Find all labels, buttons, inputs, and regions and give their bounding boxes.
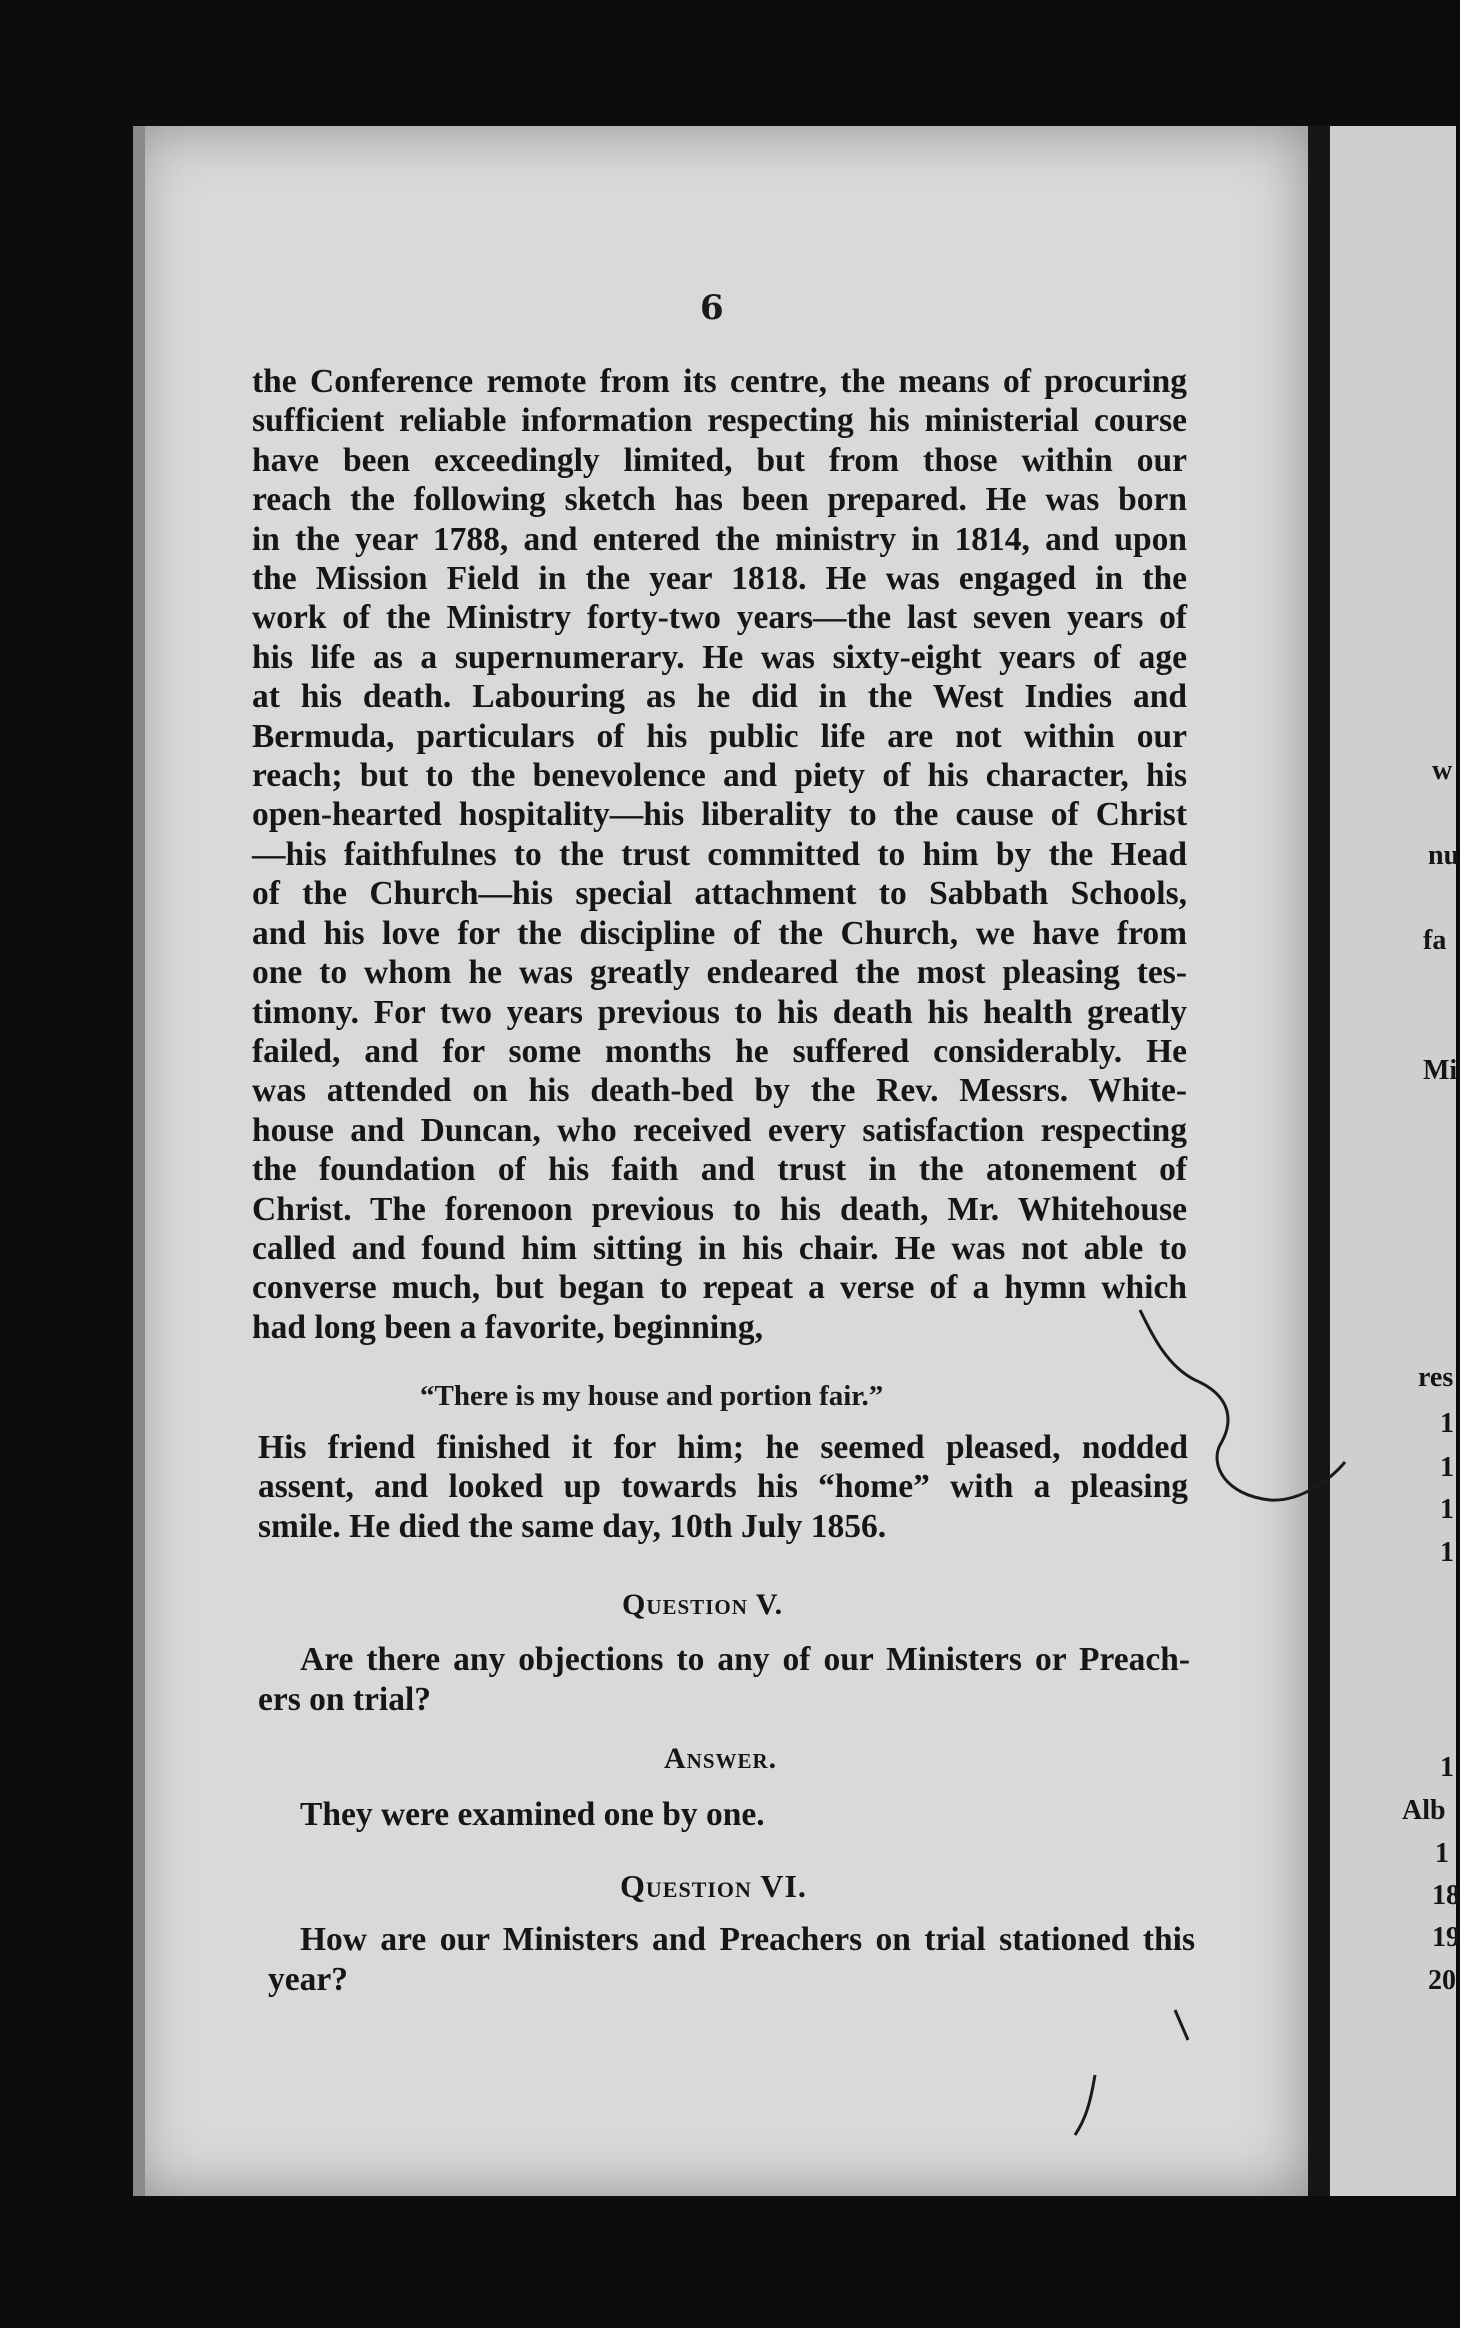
hymn-quote: “There is my house and portion fair.” <box>420 1380 884 1412</box>
facing-fragment: nu <box>1428 840 1460 871</box>
text-line: had long been a favorite, beginning, <box>252 1308 763 1346</box>
facing-fragment: 1 <box>1440 1452 1454 1483</box>
facing-fragment: fa <box>1423 925 1447 956</box>
text-line: reach; but to the benevolence and piety of his character, his <box>252 757 1187 795</box>
text-line: called and found him sitting in his chair. He was not able to <box>252 1229 1187 1267</box>
text-line: the Mission Field in the year 1818. He was engaged in the <box>252 560 1187 598</box>
facing-fragment: res <box>1418 1362 1454 1393</box>
answer-text: They were examined one by one. <box>300 1796 765 1833</box>
facing-fragment: 1 <box>1440 1537 1454 1568</box>
facing-fragment: 20 <box>1428 1965 1456 1996</box>
answer-heading: Answer. <box>664 1742 778 1775</box>
facing-fragment: Mi <box>1423 1055 1458 1086</box>
text-line: converse much, but began to repeat a verse of a hymn which <box>252 1269 1187 1307</box>
facing-fragment: Alb <box>1402 1795 1446 1826</box>
text-line: open-hearted hospitality—his liberality to the cause of Christ <box>252 796 1187 834</box>
text-line: His friend finished it for him; he seemed pleased, nodded <box>258 1429 1188 1466</box>
facing-fragment: 19 <box>1432 1922 1460 1953</box>
text-line: house and Duncan, who received every satisfaction respecting <box>252 1111 1187 1149</box>
text-line: the foundation of his faith and trust in the atonement of <box>252 1151 1187 1189</box>
text-line: How are our Ministers and Preachers on trial stationed this <box>300 1921 1195 1958</box>
text-line: was attended on his death-bed by the Rev. Messrs. White- <box>252 1072 1187 1110</box>
text-line: smile. He died the same day, 10th July 1856. <box>258 1507 887 1545</box>
text-line: work of the Ministry forty-two years—the last seven years of <box>252 599 1187 637</box>
text-line: his life as a supernumerary. He was sixty-eight years of age <box>252 638 1187 676</box>
text-line: —his faithfulnes to the trust committed to him by the Head <box>252 835 1187 873</box>
text-line: sufficient reliable information respecting his ministerial course <box>252 402 1187 440</box>
question-5-heading: Question V. <box>622 1588 784 1621</box>
text-line: assent, and looked up towards his “home” with a pleasing <box>258 1468 1188 1506</box>
text-line: the Conference remote from its centre, the means of procuring <box>252 363 1187 400</box>
facing-fragment: 1 <box>1440 1752 1454 1783</box>
text-line: Are there any objections to any of our Ministers or Preach- <box>300 1641 1190 1678</box>
text-line: of the Church—his special attachment to Sabbath Schools, <box>252 875 1187 913</box>
text-line: at his death. Labouring as he did in the West Indies and <box>252 678 1187 716</box>
text-line: one to whom he was greatly endeared the most pleasing tes- <box>252 954 1187 992</box>
page-number: 6 <box>700 288 724 328</box>
text-line: reach the following sketch has been prepared. He was born <box>252 481 1187 519</box>
question-6-heading: Question VI. <box>620 1868 807 1904</box>
text-line: Christ. The forenoon previous to his death, Mr. Whitehouse <box>252 1190 1187 1228</box>
text-line: ers on trial? <box>258 1681 432 1718</box>
text-line: year? <box>268 1961 348 1998</box>
text-line: timony. For two years previous to his death his health greatly <box>252 993 1187 1031</box>
facing-fragment: 1 <box>1440 1494 1454 1525</box>
facing-fragment: 18 <box>1432 1880 1460 1911</box>
text-line: failed, and for some months he suffered considerably. He <box>252 1032 1187 1070</box>
text-line: in the year 1788, and entered the ministry in 1814, and upon <box>252 520 1187 558</box>
facing-fragment: 1 <box>1435 1838 1449 1869</box>
text-line: have been exceedingly limited, but from those within our <box>252 441 1187 479</box>
text-line: Bermuda, particulars of his public life are not within our <box>252 717 1187 755</box>
text-line: and his love for the discipline of the Church, we have from <box>252 914 1187 952</box>
facing-fragment: 1 <box>1440 1408 1454 1439</box>
facing-fragment: w <box>1432 755 1453 786</box>
